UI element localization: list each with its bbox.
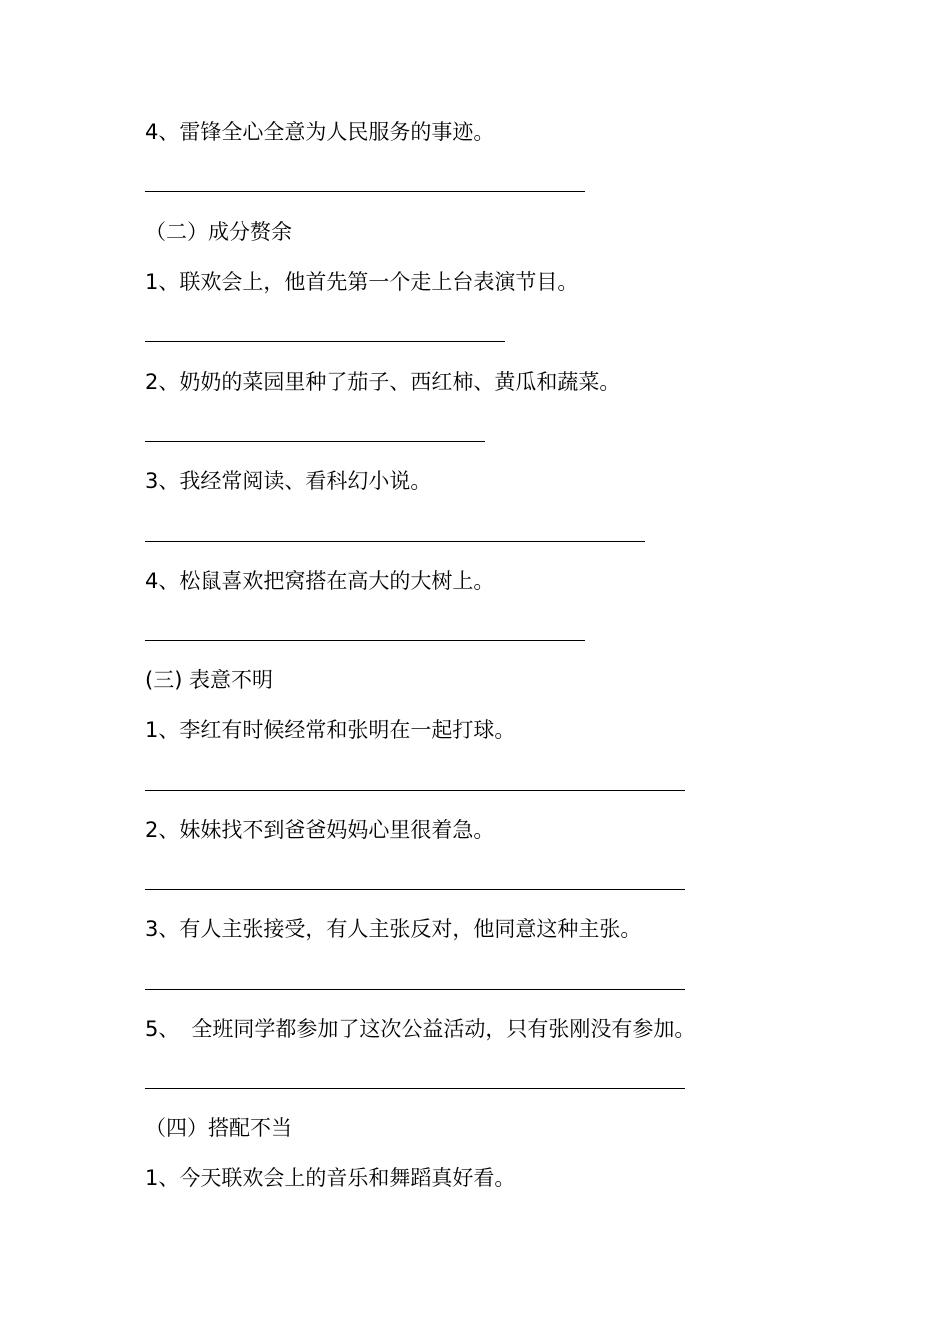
section-heading: (三) 表意不明 <box>145 668 274 692</box>
sentence-line: 2、奶奶的菜园里种了茄子、西红柿、黄瓜和蔬菜。 <box>145 370 621 394</box>
answer-blank-line[interactable] <box>145 640 585 641</box>
sentence-line: 3、我经常阅读、看科幻小说。 <box>145 469 432 493</box>
sentence-line: 4、雷锋全心全意为人民服务的事迹。 <box>145 120 495 144</box>
answer-blank-line[interactable] <box>145 191 585 192</box>
sentence-number: 5、 <box>145 1017 180 1041</box>
sentence-line: 1、李红有时候经常和张明在一起打球。 <box>145 718 516 742</box>
section-heading: （二）成分赘余 <box>145 220 292 244</box>
sentence-text: 全班同学都参加了这次公益活动，只有张刚没有参加。 <box>191 1017 696 1041</box>
answer-blank-line[interactable] <box>145 989 685 990</box>
answer-blank-line[interactable] <box>145 889 685 890</box>
answer-blank-line[interactable] <box>145 1088 685 1089</box>
sentence-line: 3、有人主张接受，有人主张反对，他同意这种主张。 <box>145 917 642 941</box>
sentence-line: 2、妹妹找不到爸爸妈妈心里很着急。 <box>145 818 495 842</box>
section-heading: （四）搭配不当 <box>145 1116 292 1140</box>
sentence-line: 4、松鼠喜欢把窝搭在高大的大树上。 <box>145 569 495 593</box>
answer-blank-line[interactable] <box>145 790 685 791</box>
answer-blank-line[interactable] <box>145 441 485 442</box>
sentence-line: 1、今天联欢会上的音乐和舞蹈真好看。 <box>145 1166 516 1190</box>
sentence-line <box>145 1014 695 1044</box>
sentence-line: 1、联欢会上，他首先第一个走上台表演节目。 <box>145 270 579 294</box>
answer-blank-line[interactable] <box>145 341 505 342</box>
answer-blank-line[interactable] <box>145 541 645 542</box>
